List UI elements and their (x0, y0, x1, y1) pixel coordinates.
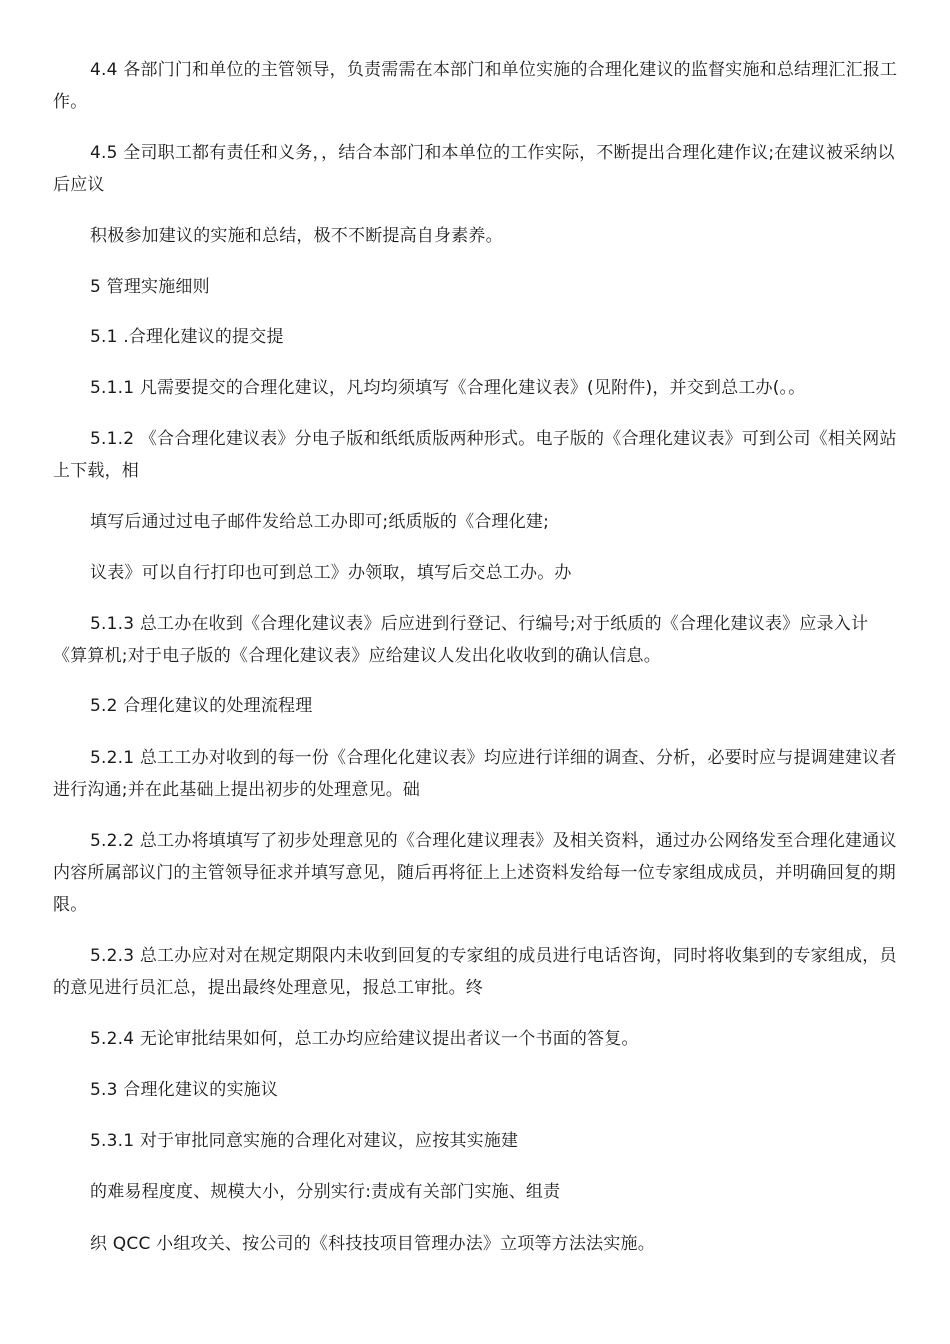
paragraph-5-3-1-continued-1: 的难易程度度、规模大小，分别实行:责成有关部门实施、组责 (90, 1182, 561, 1202)
paragraph-4-5-continued: 积极参加建议的实施和总结，极不不断提高自身素养。 (90, 226, 503, 246)
paragraph-5-2-1: 5.2.1 总工工办对收到的每一份《合理化化建议表》均应进行详细的调查、分析，必要时应与提调建建议者进行沟通;并在此基础上提出初步的处理意见。础 (53, 748, 897, 800)
paragraph-5-2-2: 5.2.2 总工办将填填写了初步处理意见的《合理化建议理表》及相关资料，通过办公网络发至合理化建通议内容所属部议门的主管领导征求并填写意见，随后再将征上上述资料发给每一位专家组成成员，并明确回复的期限。 (53, 831, 897, 915)
paragraph-4-5: 4.5 全司职工都有责任和义务，，结合本部门和本单位的工作实际，不断提出合理化建作议;在建议被采纳以后应议 (53, 143, 895, 195)
paragraph-5-1-1: 5.1.1 凡需要提交的合理化建议，凡均均须填写《合理化建议表》(见附件)，并交到总工办(。。 (90, 378, 806, 398)
section-heading-5-2: 5.2 合理化建议的处理流程理 (90, 696, 313, 716)
paragraph-5-1-2-continued-2: 议表》可以自行打印也可到总工》办领取，填写后交总工办。办 (90, 563, 572, 583)
section-heading-5-3: 5.3 合理化建议的实施议 (90, 1080, 279, 1100)
paragraph-5-2-3: 5.2.3 总工办应对对在规定期限内未收到回复的专家组的成员进行电话咨询，同时将收集到的专家组成，员的意见进行员汇总，提出最终处理意见，报总工审批。终 (53, 946, 897, 998)
paragraph-5-1-2-continued-1: 填写后通过过电子邮件发给总工办即可;纸质版的《合理化建; (90, 512, 550, 532)
paragraph-5-2-4: 5.2.4 无论审批结果如何，总工办均应给建议提出者议一个书面的答复。 (90, 1029, 639, 1049)
paragraph-5-1-3: 5.1.3 总工办在收到《合理化建议表》后应进到行登记、行编号;对于纸质的《合理化建议表》应录入计《算算机;对于电子版的《合理化建议表》应给建议人发出化收收到的确认信息。 (53, 614, 869, 666)
paragraph-5-3-1: 5.3.1 对于审批同意实施的合理化对建议，应按其实施建 (90, 1131, 519, 1151)
paragraph-4-4: 4.4 各部门门和单位的主管领导，负责需需在本部门和单位实施的合理化建议的监督实施和总结理汇汇报工作。 (53, 60, 898, 112)
section-heading-5-1: 5.1 .合理化建议的提交提 (90, 327, 284, 347)
paragraph-5-3-1-continued-2: 织 QCC 小组攻关、按公司的《科技技项目管理办法》立项等方法法实施。 (90, 1234, 655, 1254)
section-heading-5: 5 管理实施细则 (90, 277, 210, 297)
paragraph-5-1-2: 5.1.2 《合合理化建议表》分电子版和纸纸质版两种形式。电子版的《合理化建议表》可到公司《相关网站上下载，相 (53, 429, 897, 481)
